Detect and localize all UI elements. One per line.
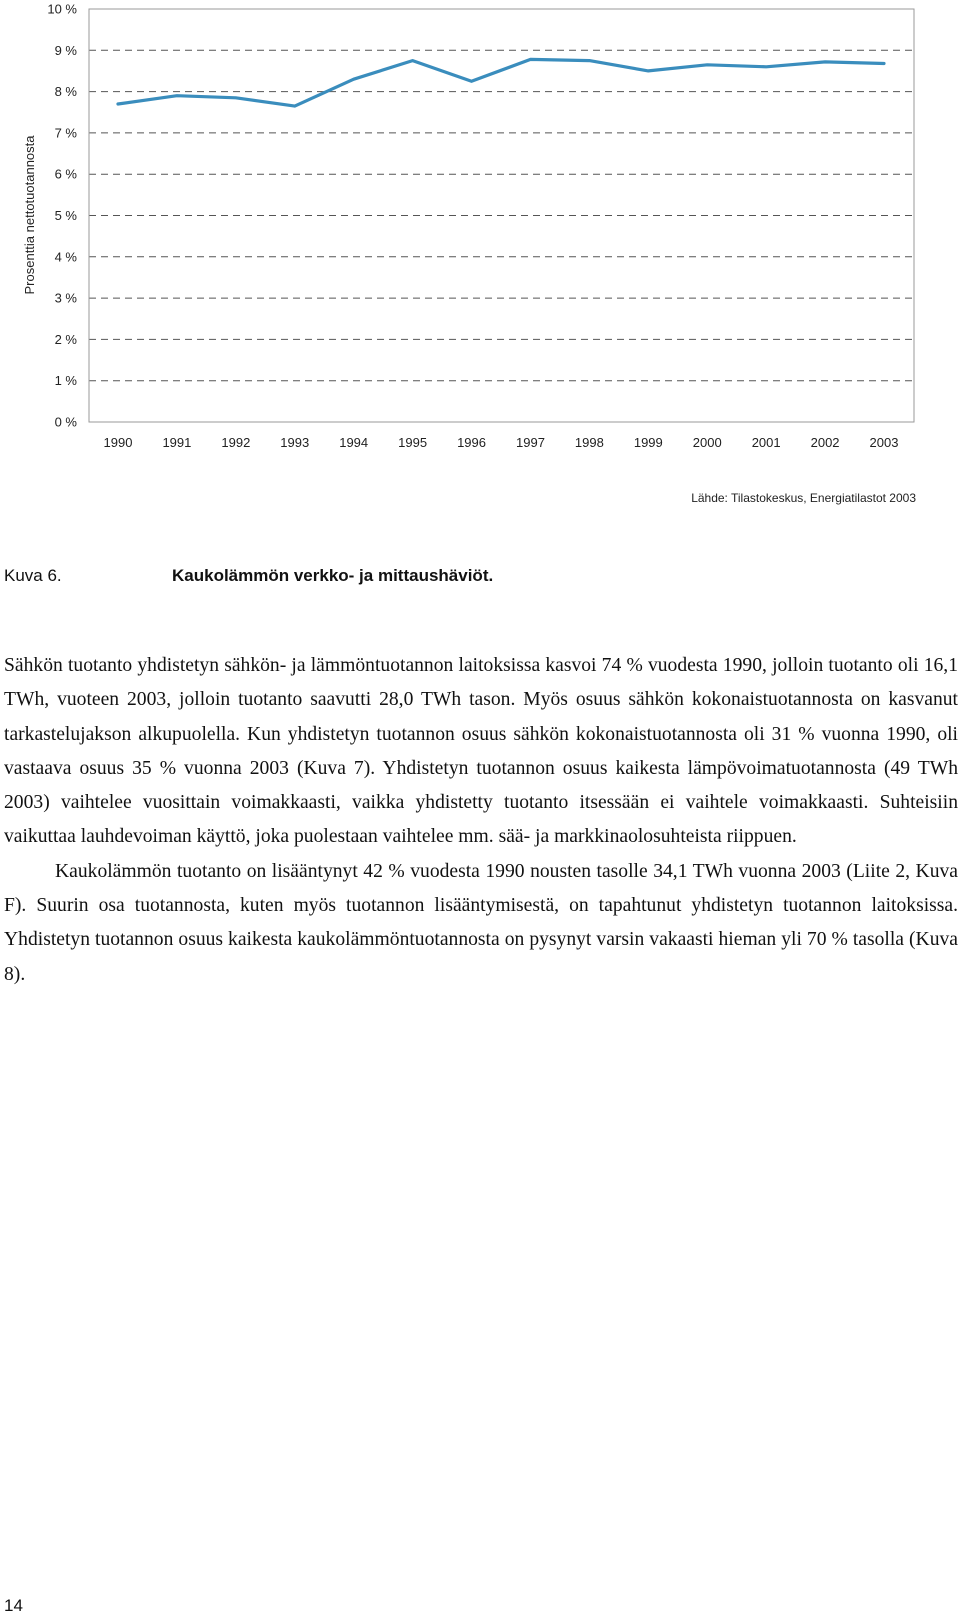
- x-tick-label: 2000: [692, 435, 722, 450]
- y-axis-label: Prosenttia nettotuotannosta: [22, 135, 37, 295]
- x-axis-ticks: [104, 435, 899, 450]
- y-tick-label: 10 %: [47, 1, 77, 17]
- x-tick-label: 1993: [280, 435, 310, 450]
- x-tick-label: 2003: [869, 435, 899, 450]
- page-number: 14: [4, 1596, 23, 1615]
- source-note: Lähde: Tilastokeskus, Energiatilastot 2003: [691, 491, 916, 505]
- y-tick-label: 0 %: [54, 414, 77, 430]
- x-tick-label: 1996: [457, 435, 486, 450]
- x-tick-label: 1991: [162, 435, 192, 450]
- x-tick-label: 2002: [810, 435, 840, 450]
- x-tick-label: 1997: [516, 435, 545, 450]
- line-chart: [0, 0, 960, 480]
- paragraph: Sähkön tuotanto yhdistetyn sähkön- ja lämmöntuotannon laitoksissa kasvoi 74 % vuodesta 1990, jolloin tuotanto oli 16,1 TWh, vuoteen 2003, jolloin tuotanto saavutti 28,0 TWh tason. Myös osuus sähkön kokonaistuotannosta on kasvanut tarkastelujakson alkupuolella. Kun yhdistetyn tuotannon osuus sähkön kokonaistuotannosta oli 31 % vuonna 1990, oli vastaava osuus 35 % vuonna 2003 (Kuva 7). Yhdistetyn tuotannon osuus kaikesta lämpövoimatuotannosta (49 TWh 2003) vaihtelee vuosittain voimakkaasti, vaikka yhdistetty tuotanto itsessään ei vaihtele voimakkaasti. Suhteisiin vaikuttaa lauhdevoiman käyttö, joka puolestaan vaihtelee mm. sää- ja markkinaolosuhteista riippuen.: [4, 655, 958, 848]
- body-text: [4, 649, 958, 992]
- x-tick-label: 1995: [398, 435, 428, 450]
- y-tick-label: 4 %: [54, 249, 77, 265]
- chart-gridlines: [89, 50, 914, 380]
- y-tick-label: 9 %: [54, 42, 77, 58]
- x-tick-label: 1998: [574, 435, 604, 450]
- y-tick-label: 8 %: [54, 84, 77, 100]
- y-tick-label: 2 %: [54, 331, 77, 347]
- x-tick-label: 1992: [221, 435, 251, 450]
- x-tick-label: 1999: [633, 435, 663, 450]
- figure-title: Kaukolämmön verkko- ja mittaushäviöt.: [172, 566, 494, 585]
- figure-caption: [4, 566, 493, 586]
- x-tick-label: 1990: [103, 435, 133, 450]
- y-tick-label: 3 %: [54, 290, 77, 306]
- figure-number: Kuva 6.: [4, 566, 62, 585]
- y-axis-ticks: [47, 2, 77, 430]
- y-tick-label: 7 %: [54, 125, 77, 141]
- y-tick-label: 5 %: [54, 208, 77, 223]
- y-tick-label: 1 %: [54, 373, 77, 389]
- paragraph: Kaukolämmön tuotanto on lisääntynyt 42 % vuodesta 1990 nousten tasolle 34,1 TWh vuonna 2003 (Liite 2, Kuva F). Suurin osa tuotannosta, kuten myös tuotannon lisääntymisestä, on tapahtunut yhdistetyn tuotannon laitoksissa. Yhdistetyn tuotannon osuus kaikesta kaukolämmöntuotannosta on pysynyt varsin vakaasti hieman yli 70 % tasolla (Kuva 8).: [4, 860, 958, 985]
- x-tick-label: 1994: [339, 435, 369, 450]
- x-tick-label: 2001: [751, 435, 781, 450]
- y-tick-label: 6 %: [54, 166, 77, 182]
- series-line: [118, 59, 884, 106]
